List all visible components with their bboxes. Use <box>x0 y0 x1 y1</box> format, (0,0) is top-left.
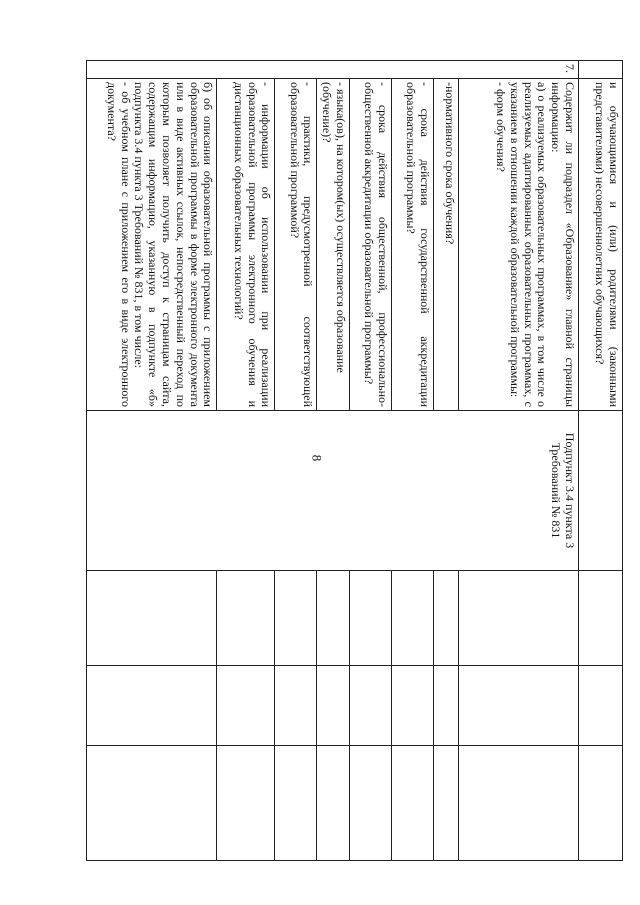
check-cell <box>579 666 623 746</box>
check-cell <box>579 746 623 861</box>
rotated-page-content <box>78 60 623 860</box>
check-cell <box>392 666 434 746</box>
check-cell <box>392 571 434 666</box>
check-cell <box>350 666 392 746</box>
criterion-text: б) об описании образовательной программы с приложением образовательной программы в форме электронного документа или в виде активных ссылок, непосредственный переход по которым позволяет получить доступ к страницам сайта, содержащим информацию, указанную в подпункте «б» подпункта 3.4 пункта 3 Требований № 831, в том числе: - об учебном плане с приложением его в виде электронного документа? <box>87 79 217 411</box>
check-cell <box>350 746 392 861</box>
check-cell <box>459 746 579 861</box>
check-cell <box>392 746 434 861</box>
check-cell <box>275 571 317 666</box>
criterion-text: - срока действия общественной, профессионально-общественной аккредитации образовательной программы? <box>350 79 392 411</box>
check-cell <box>317 571 350 666</box>
check-cell <box>87 571 217 666</box>
criterion-text: - срока действия государственной аккредитации образовательной программы? <box>392 79 434 411</box>
check-cell <box>87 666 217 746</box>
criterion-text: -нормативного срока обучения? <box>434 79 459 411</box>
check-cell <box>434 746 459 861</box>
page-number: 8 <box>309 454 325 462</box>
continuation-text: и обучающимися и (или) родителями (законными представителями) несовершеннолетних обучающихся? <box>579 79 623 411</box>
check-cell <box>350 571 392 666</box>
criterion-text: - информации об использовании при реализации образовательной программы электронного обучения и дистанционных образовательных технологий? <box>217 79 275 411</box>
check-cell <box>217 571 275 666</box>
check-cell <box>217 666 275 746</box>
check-cell <box>317 746 350 861</box>
requirement-reference: Подпункт 3.4 пункта 3 Требований № 831 <box>87 411 579 571</box>
check-cell <box>434 666 459 746</box>
continuation-row <box>579 61 623 861</box>
check-cell <box>275 666 317 746</box>
check-cell <box>87 746 217 861</box>
check-cell <box>434 571 459 666</box>
criterion-text: - практики, предусмотренной соответствующей образовательной программой? <box>275 79 317 411</box>
check-cell <box>579 571 623 666</box>
section-number: 7. <box>87 61 579 79</box>
reference-cell <box>579 411 623 571</box>
criterion-text: Содержит ли подраздел «Образование» главной страницы информацию: а) о реализуемых образовательных программах, в том числе о реализуемых адаптированных образовательных программах, с указанием в отношении каждой образовательной программы: - форм обучения? <box>459 79 579 411</box>
criterion-text: - языка(ов), на котором(ых) осуществляется образование (обучение)? <box>317 79 350 411</box>
table-row <box>459 61 579 861</box>
check-cell <box>275 746 317 861</box>
checklist-table <box>86 60 623 861</box>
check-cell <box>459 666 579 746</box>
check-cell <box>217 746 275 861</box>
check-cell <box>459 571 579 666</box>
check-cell <box>317 666 350 746</box>
number-cell <box>579 61 623 79</box>
